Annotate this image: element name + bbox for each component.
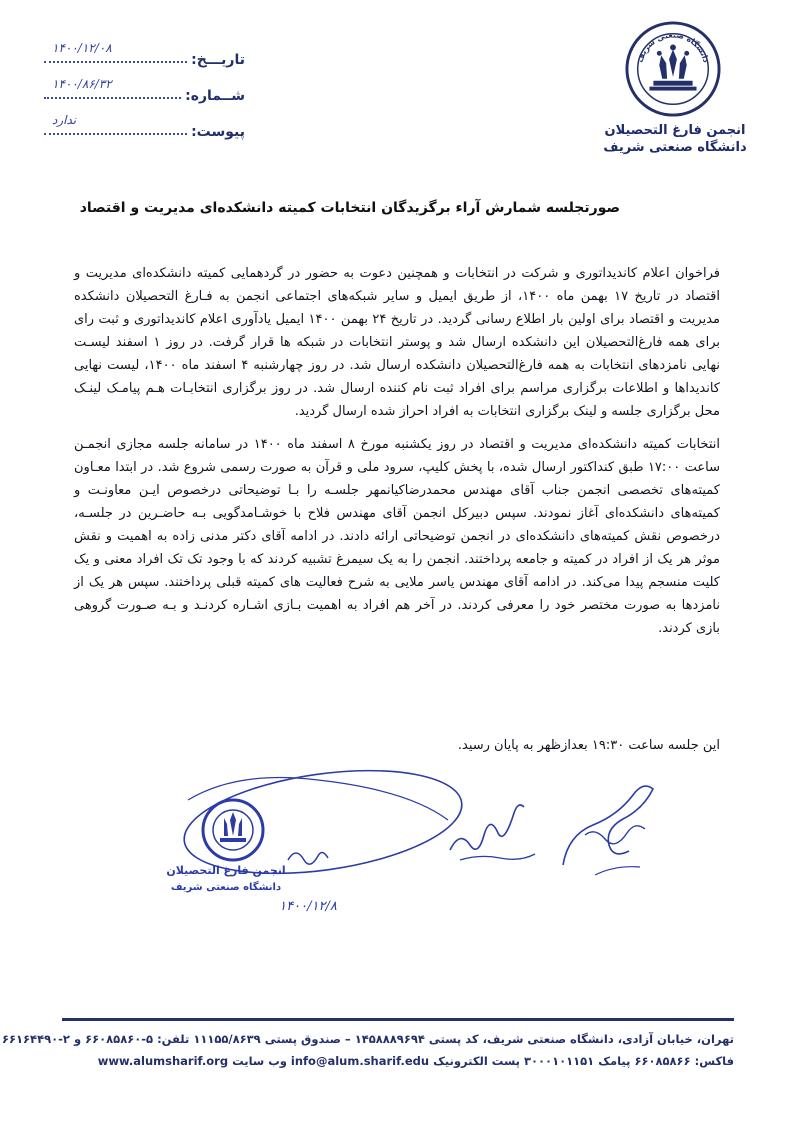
stamp-line2: دانشگاه صنعتی شریف [170, 882, 282, 893]
number-field [44, 77, 181, 99]
attachment-value: ندارد [52, 113, 77, 127]
sharif-university-logo [624, 20, 722, 118]
organization-name [590, 122, 760, 156]
closing-line: این جلسه ساعت ۱۹:۳۰ بعدازظهر به پایان رسید. [457, 738, 720, 753]
number-label: شــماره: [185, 88, 245, 104]
date-row [40, 40, 245, 68]
date-value: ۱۴۰۰/۱۲/۰۸ [52, 41, 112, 55]
attachment-label: پیوست: [191, 124, 245, 140]
number-value: ۱۴۰۰/۸۶/۳۲ [52, 77, 112, 91]
document-title: صورتجلسه شمارش آراء برگزیدگان انتخابات کمیته دانشکده‌ای مدیریت و اقتصاد [79, 200, 620, 216]
footer-divider [62, 1018, 734, 1021]
attachment-field [44, 113, 187, 135]
official-stamp [148, 760, 468, 930]
letter-footer [1, 1028, 734, 1072]
footer-contact: فاکس: ۶۶۰۸۵۸۶۶ پیامک ۳۰۰۰۱۰۱۱۵۱ پست الکترونیک info@alum.sharif.edu وب سایت www.alumsharif.org [97, 1054, 734, 1068]
stamp-line1: انجمن فارغ التحصیلان [166, 864, 286, 877]
org-name-line1: انجمن فارغ التحصیلان [604, 123, 746, 138]
paragraph-1: فراخوان اعلام کاندیداتوری و شرکت در انتخابات و همچنین دعوت به حضور در گردهمایی کمیته دانشکده‌ای مدیریت و اقتصاد در تاریخ ۱۷ بهمن ماه ۱۴۰۰، از طریق ایمیل و سایر شبکه‌های اجتماعی انجمن به فـارغ التحصیلان دانشکده مدیریت و اقتصاد برای اولین بار اطلاع رسانی گردید. در تاریخ ۲۴ بهمن ۱۴۰۰ ایمیل یادآوری اعلام کاندیداتوری و ثبت رای برای همه فارغ‌التحصیلان این دانشکده ارسال شد و پوستر انتخابات در شبکه ها قرار گرفت. در روز ۱ اسفند لیسـت نهایی نامزدهای انتخابات به همه فارغ‌التحصیلان دانشکده ارسال شد. در روز چهارشنبه ۴ اسفند ماه ۱۴۰۰، لیست نهایی کاندیداها و اطلاعات برگزاری مراسم برای افراد ثبت نام کننده ارسال شد. در روز برگزاری انتخابـات هـم پیامـک لینـک محل برگزاری جلسه و لینک برگزاری انتخابات به افراد احراز شده ارسال گردید. [74, 266, 720, 419]
signature-2 [555, 775, 665, 885]
document-body [74, 262, 720, 650]
org-name-line2: دانشگاه صنعتی شریف [603, 140, 747, 155]
date-label: تاریـــخ: [191, 52, 245, 68]
date-field [44, 41, 187, 63]
footer-address: تهران، خیابان آزادی، دانشگاه صنعتی شریف، کد پستی ۱۴۵۸۸۸۹۶۹۴ – صندوق پستی ۱۱۱۵۵/۸۶۳۹ تلفن: ۵-۶۶۰۸۵۸۶۰ و ۲-۶۶۱۶۴۴۹۰ [1, 1032, 734, 1046]
signature-1 [440, 780, 550, 870]
logo-ring-text: دانشگاه صنعتی شریف [635, 30, 711, 64]
number-row [40, 76, 245, 104]
stamp-handwritten-date: ۱۴۰۰/۱۲/۸ [279, 899, 337, 914]
attachment-row [40, 112, 245, 140]
letter-meta [40, 40, 245, 148]
paragraph-2: انتخابات کمیته دانشکده‌ای مدیریت و اقتصاد در روز یکشنبه مورخ ۸ اسفند ماه ۱۴۰۰ در سامانه جلسه مجازی انجمـن ساعت ۱۷:۰۰ طبق کنداکتور ارسال شده، با پخش کلیپ، سرود ملی و قرآن به صورت رسمی شروع شد. در ابتدا معـاون کمیته‌های تخصصی انجمن جناب آقای مهندس محمدرضاکیانمهر جلسـه را بـا توضیحاتی درخصوص ایـن معاونـت و کمیته‌های دانشکده‌ای آغاز نمودند. سپس دبیرکل انجمن آقای مهندس فلاح با خوشـامدگویی بـه حاضـرین در جلسـه، درخصوص نقش کمیته‌های دانشکده‌ای در انجمن توضیحاتی ارائه دادند. در ادامه آقای دکتر مدنی زاده به اهمیت و نقش موثر هر یک از افراد در کمیته و جامعه پرداختند. انجمن را به یک سیمرغ تشبیه کردند که با وجود تک تک افراد معنی و یک کلیت منسجم پیدا می‌کند. در ادامه آقای مهندس یاسر ملایی به شرح فعالیت های کمیته قبلی پرداختند. سپس هر یک از نامزدها به صورت مختصر خود را معرفی کردند. در آخر هم افراد به اهمیت بـازی اشـاره کردنـد و بـه صـورت گروهی بازی کردند. [74, 437, 720, 636]
